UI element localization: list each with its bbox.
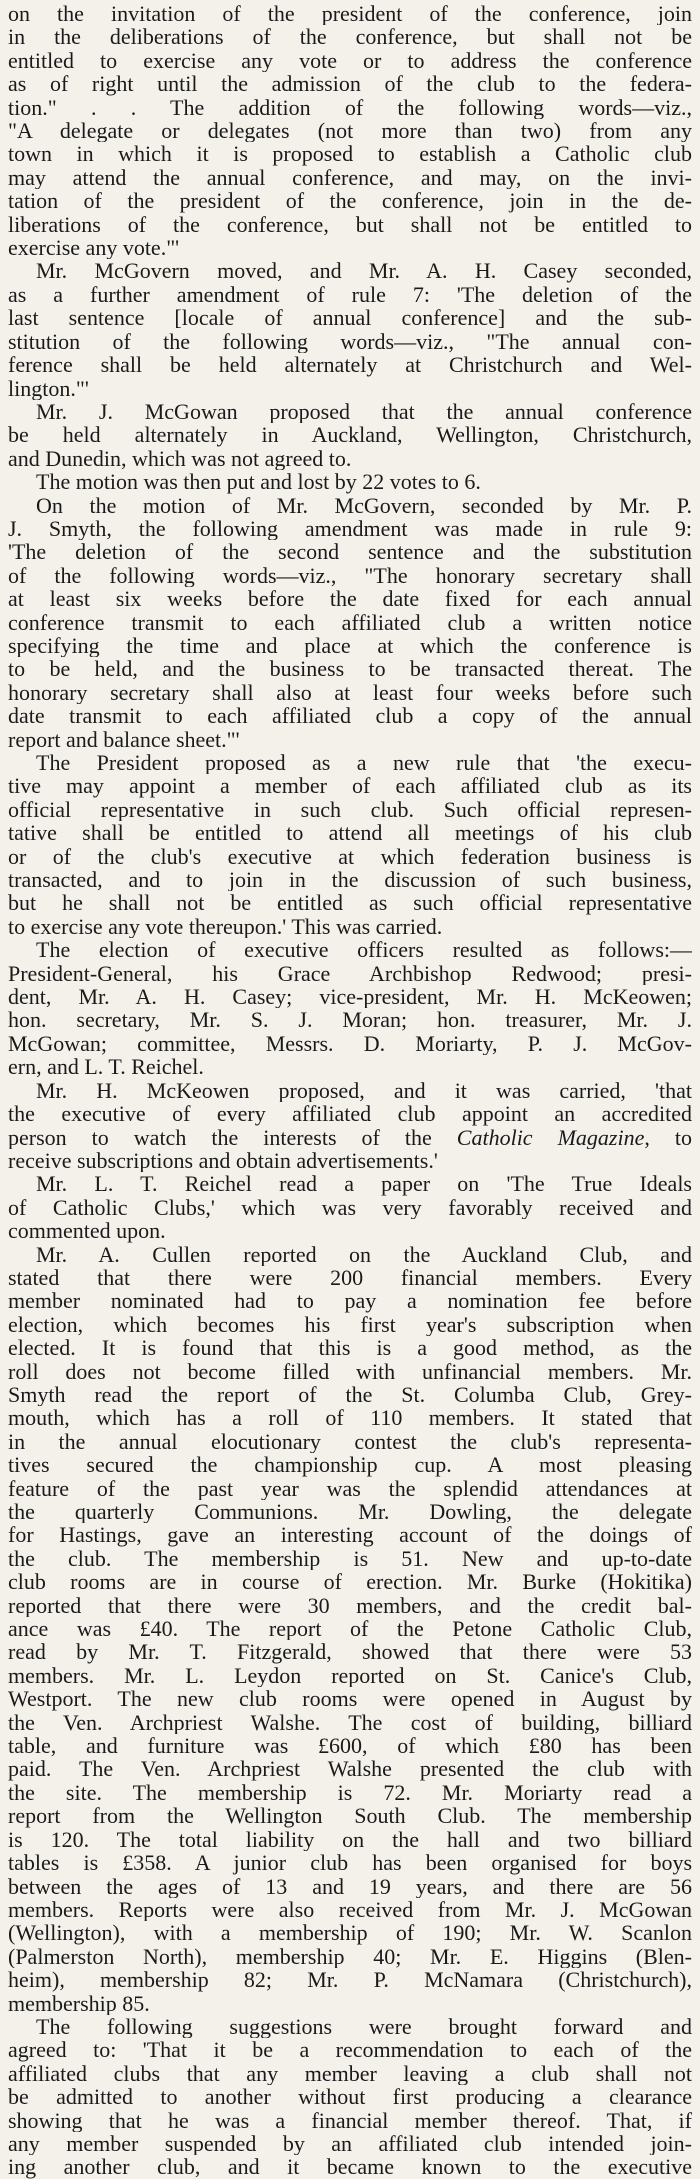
text-line: 'The deletion of the second sentence and the substitution bbox=[8, 540, 692, 564]
text-line: on the invitation of the president of the conference, join bbox=[8, 2, 692, 26]
text-line: but he shall not be entitled as such official representative bbox=[8, 891, 692, 915]
text-line: liberations of the conference, but shall not be entitled to bbox=[8, 212, 692, 237]
paragraph bbox=[8, 470, 692, 493]
text-line: Mr. McGovern moved, and Mr. A. H. Casey seconded, bbox=[36, 259, 692, 283]
text-line: transacted, and to join in the discussion of such business, bbox=[8, 868, 692, 892]
text-line: honorary secretary shall also at least four weeks before such bbox=[8, 680, 692, 705]
text-line: member nominated had to pay a nomination fee before bbox=[8, 1289, 692, 1313]
paragraph bbox=[8, 1243, 692, 2015]
text-line: or of the club's executive at which federation business is bbox=[8, 844, 692, 869]
text-line: the site. The membership is 72. Mr. Moriarty read a bbox=[8, 1780, 692, 1805]
text-line: elected. It is found that this is a good method, as the bbox=[8, 1336, 692, 1360]
text-line: tation of the president of the conference, join in the de- bbox=[8, 189, 692, 213]
text-line: report from the Wellington South Club. The membership bbox=[8, 1804, 692, 1828]
text-line: "A delegate or delegates (not more than two) from any bbox=[8, 119, 692, 143]
text-line: club rooms are in course of erection. Mr. Burke (Hokitika) bbox=[8, 1570, 692, 1594]
text-line: be admitted to another without first producing a clearance bbox=[8, 2085, 692, 2109]
text-line: the executive of every affiliated club appoint an accredited bbox=[8, 1102, 692, 1126]
text-line: official representative in such club. Such official represen- bbox=[8, 797, 692, 822]
text-line: Mr. H. McKeowen proposed, and it was carried, 'that bbox=[36, 1078, 692, 1103]
text-line: conference transmit to each affiliated club a written notice bbox=[8, 610, 692, 634]
text-line: ance was £40. The report of the Petone Catholic Club, bbox=[8, 1617, 692, 1641]
text-line: heim), membership 82; Mr. P. McNamara (Christchurch), bbox=[8, 1968, 692, 1992]
text-line: President-General, his Grace Archbishop Redwood; presi- bbox=[8, 961, 692, 986]
text-line: Mr. L. T. Reichel read a paper on 'The True Ideals bbox=[36, 1172, 692, 1196]
text-line: receive subscriptions and obtain advertisements.' bbox=[8, 1148, 438, 1173]
paragraph bbox=[8, 2, 692, 259]
text-line: members. Mr. L. Leydon reported on St. Canice's Club, bbox=[8, 1663, 692, 1688]
text-line: J. Smyth, the following amendment was made in rule 9: bbox=[8, 516, 692, 541]
text-line: showing that he was a financial member thereof. That, if bbox=[8, 2108, 692, 2132]
text-line: is 120. The total liability on the hall and two billiard bbox=[8, 1827, 692, 1852]
text-line: ing another club, and it became known to the executive bbox=[8, 2155, 692, 2179]
text-line: mouth, which has a roll of 110 members. It stated that bbox=[8, 1406, 692, 1430]
text-line: any member suspended by an affiliated club intended join- bbox=[8, 2131, 692, 2156]
text-line: members. Reports were also received from Mr. J. McGowan bbox=[8, 1897, 692, 1922]
text-line: tive may appoint a member of each affiliated club as its bbox=[8, 774, 692, 798]
text-line: the Ven. Archpriest Walshe. The cost of building, billiard bbox=[8, 1710, 692, 1735]
text-line: at least six weeks before the date fixed for each annual bbox=[8, 587, 692, 611]
text-line: dent, Mr. A. H. Casey; vice-president, Mr. H. McKeowen; bbox=[8, 985, 692, 1009]
text-line: the quarterly Communions. Mr. Dowling, the delegate bbox=[8, 1500, 692, 1524]
text-line: between the ages of 13 and 19 years, and there are 56 bbox=[8, 1874, 692, 1898]
paragraph bbox=[8, 494, 692, 751]
paragraph bbox=[8, 1172, 692, 1242]
text-line: tion." . . The addition of the following words—viz., bbox=[8, 95, 692, 120]
text-line: as of right until the admission of the club to the federa- bbox=[8, 72, 692, 96]
text-line: election, which becomes his first year's subscription when bbox=[8, 1312, 692, 1337]
text-line: Westport. The new club rooms were opened in August by bbox=[8, 1687, 692, 1711]
text-line: last sentence [locale of annual conference] and the sub- bbox=[8, 306, 692, 330]
text-line: hon. secretary, Mr. S. J. Moran; hon. treasurer, Mr. J. bbox=[8, 1008, 692, 1032]
paragraph bbox=[8, 1079, 692, 1173]
text-line: as a further amendment of rule 7: 'The deletion of the bbox=[8, 282, 692, 307]
text-line: (Palmerston North), membership 40; Mr. E. Higgins (Blen- bbox=[8, 1944, 692, 1969]
text-line: The motion was then put and lost by 22 votes to 6. bbox=[36, 470, 481, 494]
text-line: specifying the time and place at which the conference is bbox=[8, 633, 692, 658]
text-line: reported that there were 30 members, and the credit bal- bbox=[8, 1593, 692, 1618]
text-line: of the following words—viz., "The honorary secretary shall bbox=[8, 563, 692, 588]
article-column bbox=[8, 2, 692, 2179]
text-line: exercise any vote."' bbox=[8, 236, 180, 260]
text-line: commented upon. bbox=[8, 1219, 166, 1243]
text-line: to be held, and the business to be transacted thereat. The bbox=[8, 657, 692, 681]
text-line: entitled to exercise any vote or to address the conference bbox=[8, 48, 692, 73]
text-line: the club. The membership is 51. New and up-to-date bbox=[8, 1546, 692, 1571]
text-line: affiliated clubs that any member leaving a club shall not bbox=[8, 2061, 692, 2086]
text-line: The election of executive officers resulted as follows:— bbox=[36, 938, 692, 962]
text-line: The following suggestions were brought forward and bbox=[36, 2014, 692, 2039]
text-line: may attend the annual conference, and may, on the invi- bbox=[8, 165, 692, 190]
paragraph bbox=[8, 2015, 692, 2179]
text-line: The President proposed as a new rule that 'the execu- bbox=[36, 751, 692, 775]
text-line: be held alternately in Auckland, Wellington, Christchurch, bbox=[8, 423, 692, 447]
text-line: and Dunedin, which was not agreed to. bbox=[8, 446, 352, 471]
text-line: membership 85. bbox=[8, 1991, 150, 2015]
text-line: to exercise any vote thereupon.' This was carried. bbox=[8, 914, 443, 939]
text-line: person to watch the interests of the Catholic Magazine, to bbox=[8, 1125, 692, 1149]
text-line: tative shall be entitled to attend all meetings of his club bbox=[8, 821, 692, 845]
text-line: town in which it is proposed to establish a Catholic club bbox=[8, 142, 692, 166]
paragraph bbox=[8, 938, 692, 1078]
text-line: Mr. J. McGowan proposed that the annual conference bbox=[36, 399, 692, 424]
text-line: report and balance sheet."' bbox=[8, 727, 240, 751]
text-line: in the deliberations of the conference, but shall not be bbox=[8, 25, 692, 49]
paragraph bbox=[8, 400, 692, 470]
text-line: lington."' bbox=[8, 376, 89, 400]
text-line: date transmit to each affiliated club a copy of the annual bbox=[8, 704, 692, 728]
text-line: table, and furniture was £600, of which £80 has been bbox=[8, 1734, 692, 1758]
text-line: tives secured the championship cup. A most pleasing bbox=[8, 1453, 692, 1477]
text-line: ference shall be held alternately at Christchurch and Wel- bbox=[8, 353, 692, 377]
text-line: Mr. A. Cullen reported on the Auckland Club, and bbox=[36, 1242, 692, 1266]
text-line: tables is £358. A junior club has been organised for boys bbox=[8, 1851, 692, 1875]
paragraph bbox=[8, 259, 692, 399]
text-line: for Hastings, gave an interesting account of the doings of bbox=[8, 1523, 692, 1547]
text-line: paid. The Ven. Archpriest Walshe presented the club with bbox=[8, 1757, 692, 1781]
text-line: (Wellington), with a membership of 190; Mr. W. Scanlon bbox=[8, 1921, 692, 1945]
text-line: of Catholic Clubs,' which was very favorably received and bbox=[8, 1195, 692, 1220]
text-line: roll does not become filled with unfinancial members. Mr. bbox=[8, 1359, 692, 1383]
text-line: feature of the past year was the splendid attendances at bbox=[8, 1476, 692, 1500]
text-line: agreed to: 'That it be a recommendation to each of the bbox=[8, 2038, 692, 2062]
text-line: Smyth read the report of the St. Columba Club, Grey- bbox=[8, 1382, 692, 1407]
text-line: ern, and L. T. Reichel. bbox=[8, 1055, 204, 1079]
text-line: in the annual elocutionary contest the club's representa- bbox=[8, 1429, 692, 1454]
text-line: stated that there were 200 financial members. Every bbox=[8, 1265, 692, 1290]
text-line: McGowan; committee, Messrs. D. Moriarty, P. J. McGov- bbox=[8, 1031, 692, 1056]
text-line: stitution of the following words—viz., "The annual con- bbox=[8, 329, 692, 354]
paragraph bbox=[8, 751, 692, 938]
text-line: On the motion of Mr. McGovern, seconded by Mr. P. bbox=[36, 493, 692, 517]
text-line: read by Mr. T. Fitzgerald, showed that there were 53 bbox=[8, 1640, 692, 1664]
